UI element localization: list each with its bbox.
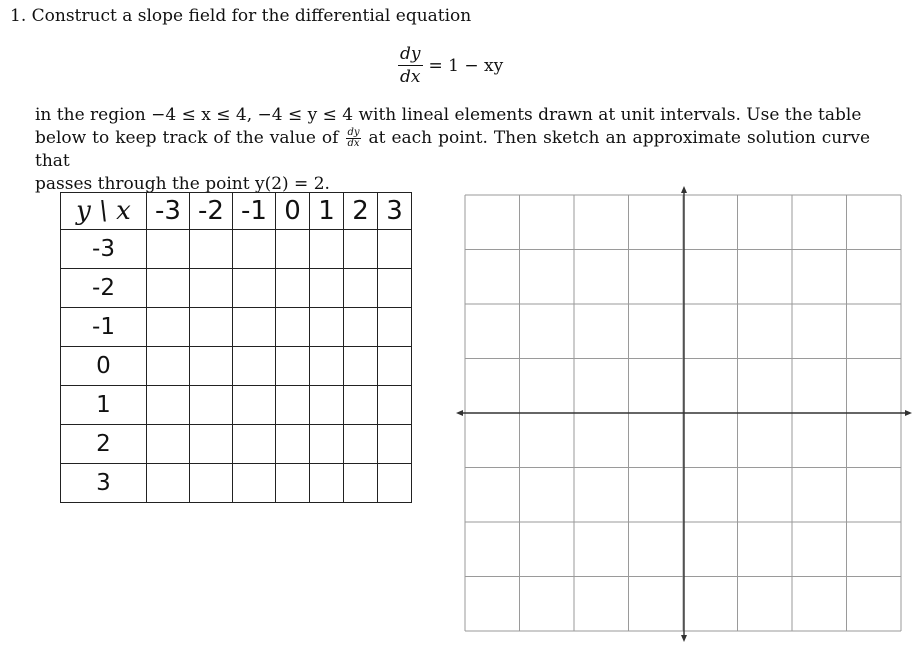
instructions-line-1: in the region −4 ≤ x ≤ 4, −4 ≤ y ≤ 4 with lineal elements drawn at unit intervals. Use the table	[35, 105, 862, 125]
y-header: -1	[61, 308, 147, 347]
table-cell[interactable]	[378, 347, 412, 386]
differential-equation	[398, 44, 503, 87]
table-row	[61, 425, 412, 464]
table-cell[interactable]	[276, 347, 310, 386]
table-cell[interactable]	[378, 425, 412, 464]
x-header: 1	[310, 193, 344, 230]
table-cell[interactable]	[190, 230, 233, 269]
table-cell[interactable]	[344, 308, 378, 347]
slope-field-grid[interactable]	[456, 186, 912, 642]
inline-derivative-fraction	[346, 128, 360, 149]
table-cell[interactable]	[344, 230, 378, 269]
x-header: 2	[344, 193, 378, 230]
table-row	[61, 347, 412, 386]
table-cell[interactable]	[310, 308, 344, 347]
instructions-line-2	[35, 127, 870, 173]
table-row	[61, 386, 412, 425]
table-cell[interactable]	[147, 269, 190, 308]
table-header-row	[61, 193, 412, 230]
table-cell[interactable]	[190, 308, 233, 347]
table-cell[interactable]	[310, 464, 344, 503]
x-axis-right-arrow-icon	[905, 410, 912, 416]
table-cell[interactable]	[344, 347, 378, 386]
y-axis-down-arrow-icon	[681, 635, 687, 642]
coordinate-axes	[456, 186, 912, 642]
slope-table	[60, 192, 412, 503]
table-cell[interactable]	[310, 269, 344, 308]
table-cell[interactable]	[310, 347, 344, 386]
table-cell[interactable]	[276, 464, 310, 503]
table-cell[interactable]	[344, 464, 378, 503]
table-cell[interactable]	[147, 230, 190, 269]
derivative-denominator: dx	[400, 67, 421, 87]
y-header: 2	[61, 425, 147, 464]
problem-statement	[10, 6, 471, 26]
table-cell[interactable]	[190, 269, 233, 308]
table-cell[interactable]	[276, 308, 310, 347]
table-cell[interactable]	[190, 347, 233, 386]
y-header: -2	[61, 269, 147, 308]
table-cell[interactable]	[147, 464, 190, 503]
instructions-paragraph	[35, 104, 870, 196]
problem-number: 1.	[10, 6, 27, 26]
table-cell[interactable]	[233, 425, 276, 464]
problem-intro: Construct a slope field for the differential equation	[31, 6, 472, 26]
table-cell[interactable]	[233, 386, 276, 425]
instructions-line-3: passes through the point y(2) = 2.	[35, 174, 330, 194]
equation-rhs: = 1 − xy	[428, 55, 504, 76]
x-header: 0	[276, 193, 310, 230]
table-cell[interactable]	[310, 230, 344, 269]
table-cell[interactable]	[147, 308, 190, 347]
x-header: -2	[190, 193, 233, 230]
y-axis-up-arrow-icon	[681, 186, 687, 193]
y-header: -3	[61, 230, 147, 269]
table-cell[interactable]	[233, 464, 276, 503]
table-cell[interactable]	[190, 386, 233, 425]
table-cell[interactable]	[378, 308, 412, 347]
table-cell[interactable]	[344, 425, 378, 464]
x-header: -3	[147, 193, 190, 230]
table-cell[interactable]	[344, 386, 378, 425]
table-cell[interactable]	[378, 464, 412, 503]
y-header: 0	[61, 347, 147, 386]
table-row	[61, 230, 412, 269]
table-cell[interactable]	[378, 386, 412, 425]
table-cell[interactable]	[233, 308, 276, 347]
table-cell[interactable]	[378, 230, 412, 269]
table-corner-header: y \ x	[61, 193, 147, 230]
table-cell[interactable]	[190, 464, 233, 503]
table-row	[61, 269, 412, 308]
table-cell[interactable]	[378, 269, 412, 308]
table-cell[interactable]	[147, 386, 190, 425]
derivative-numerator: dy	[400, 44, 421, 64]
table-cell[interactable]	[310, 386, 344, 425]
table-cell[interactable]	[310, 425, 344, 464]
table-cell[interactable]	[276, 230, 310, 269]
derivative-fraction	[398, 44, 423, 87]
inline-frac-den: dx	[347, 138, 360, 149]
x-axis-left-arrow-icon	[456, 410, 463, 416]
table-cell[interactable]	[276, 386, 310, 425]
x-header: -1	[233, 193, 276, 230]
y-header: 3	[61, 464, 147, 503]
instructions-line-2-before: below to keep track of the value of	[35, 128, 339, 148]
table-row	[61, 464, 412, 503]
y-header: 1	[61, 386, 147, 425]
table-cell[interactable]	[344, 269, 378, 308]
inline-frac-num: dy	[347, 127, 360, 138]
table-cell[interactable]	[276, 425, 310, 464]
table-cell[interactable]	[276, 269, 310, 308]
table-cell[interactable]	[233, 269, 276, 308]
table-cell[interactable]	[147, 425, 190, 464]
table-cell[interactable]	[190, 425, 233, 464]
instructions-line-2-after: at each point. Then sketch an approximate solution curve that	[35, 128, 871, 171]
table-cell[interactable]	[233, 347, 276, 386]
table-row	[61, 308, 412, 347]
table-cell[interactable]	[147, 347, 190, 386]
table-cell[interactable]	[233, 230, 276, 269]
x-header: 3	[378, 193, 412, 230]
